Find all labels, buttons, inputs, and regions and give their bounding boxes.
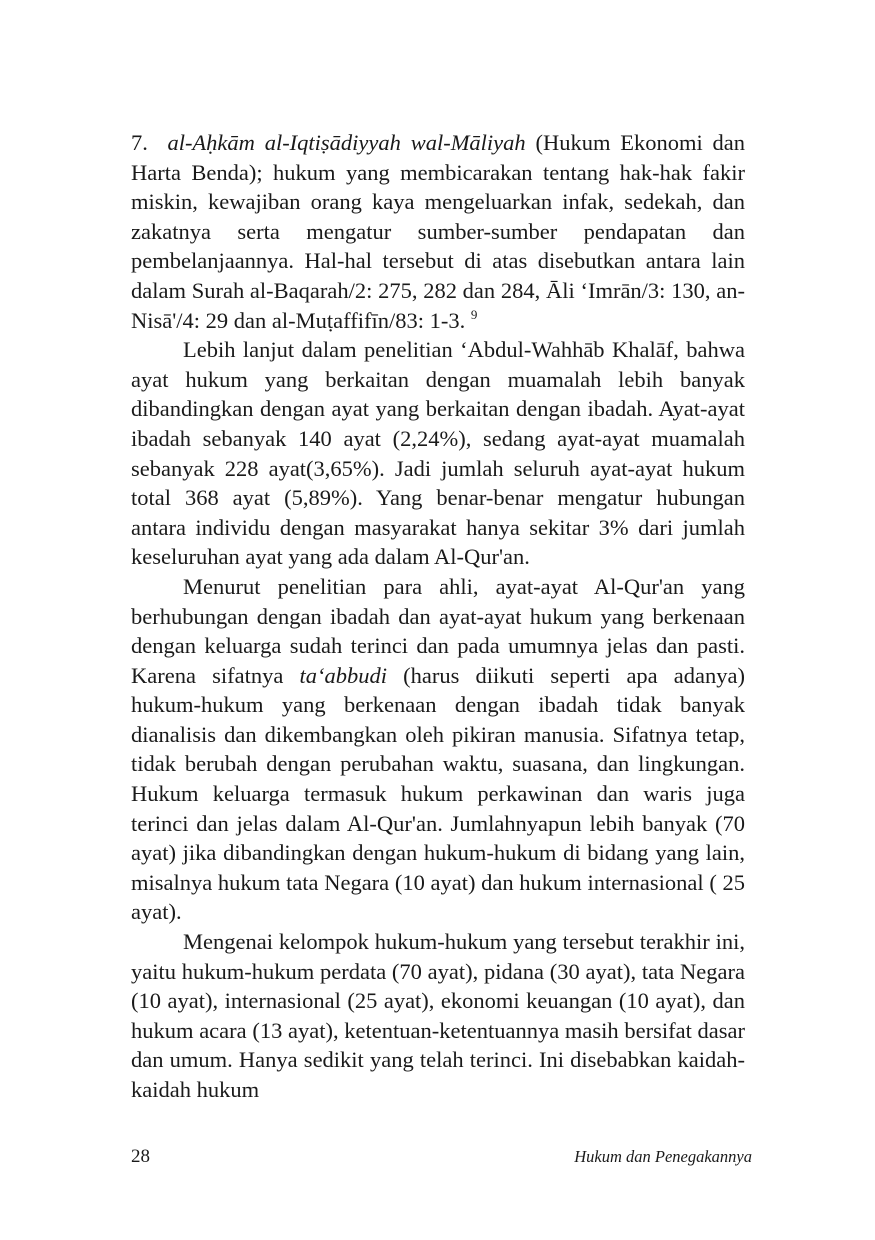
body-text: [131, 128, 745, 1105]
page-footer: [131, 1144, 752, 1174]
paragraph-item-7: [131, 128, 745, 335]
paragraph-khalaf-research: Lebih lanjut dalam penelitian ‘Abdul-Wahhāb Khalāf, bahwa ayat hukum yang berkaitan dengan muamalah lebih banyak dibandingkan dengan ayat yang berkaitan dengan ibadah. Ayat-ayat ibadah sebanyak 140 ayat (2,24%), sedang ayat-ayat muamalah sebanyak 228 ayat(3,65%). Jadi jumlah seluruh ayat-ayat hukum total 368 ayat (5,89%). Yang benar-benar mengatur hubungan antara individu dengan masyarakat hanya sekitar 3% dari jumlah keseluruhan ayat yang ada dalam Al-Qur'an.: [131, 337, 745, 570]
page-number: 28: [131, 1146, 150, 1167]
paragraph-expert-research: [131, 572, 745, 927]
paragraph-law-groups: Mengenai kelompok hukum-hukum yang tersebut terakhir ini, yaitu hukum-hukum perdata (70 ayat), pidana (30 ayat), tata Negara (10 ayat), internasional (25 ayat), ekonomi keuangan (10 ayat), dan hukum acara (13 ayat), ketentuan-ketentuannya masih bersifat dasar dan umum. Hanya sedikit yang telah terinci. Ini disebabkan kaidah-kaidah hukum: [131, 929, 745, 1102]
footnote-marker: 9: [470, 306, 478, 322]
running-title: Hukum dan Penegakannya: [574, 1147, 752, 1166]
item-title: al-Aḥkām al-Iqtiṣādiyyah wal-Māliyah: [167, 130, 526, 155]
p3-italic-term: ta‘abbudi: [299, 662, 387, 688]
item-number: 7.: [131, 130, 148, 155]
item-text: (Hukum Ekonomi dan Harta Benda); hukum yang membicarakan tentang hak-hak fakir miskin, kewajiban orang kaya mengeluarkan infak, sedekah, dan zakatnya serta mengatur sumber-sumber pendapatan dan pembelanjaannya. Hal-hal tersebut di atas disebutkan antara lain dalam Surah al-Baqarah/2: 275, 282 dan 284, Āli ‘Imrān/3: 130, an-Nisā'/4: 29 dan al-Muṭaffifīn/83: 1-3.: [131, 130, 745, 333]
p3-text-after: (harus diikuti seperti apa adanya) hukum-hukum yang berkenaan dengan ibadah tidak banyak dianalisis dan dikembangkan oleh pikiran manusia. Sifatnya tetap, tidak berubah dengan perubahan waktu, suasana, dan lingkungan. Hukum keluarga termasuk hukum perkawinan dan waris juga terinci dan jelas dalam Al-Qur'an. Jumlahnyapun lebih banyak (70 ayat) jika dibandingkan dengan hukum-hukum di bidang yang lain, misalnya hukum tata Negara (10 ayat) dan hukum internasional ( 25 ayat).: [131, 662, 746, 925]
p3-text-before: Menurut penelitian para ahli, ayat-ayat Al-Qur'an yang berhubungan dengan ibadah dan ayat-ayat hukum yang berkenaan dengan keluarga sudah terinci dan pada umumnya jelas dan pasti. Karena sifatnya: [131, 573, 745, 688]
